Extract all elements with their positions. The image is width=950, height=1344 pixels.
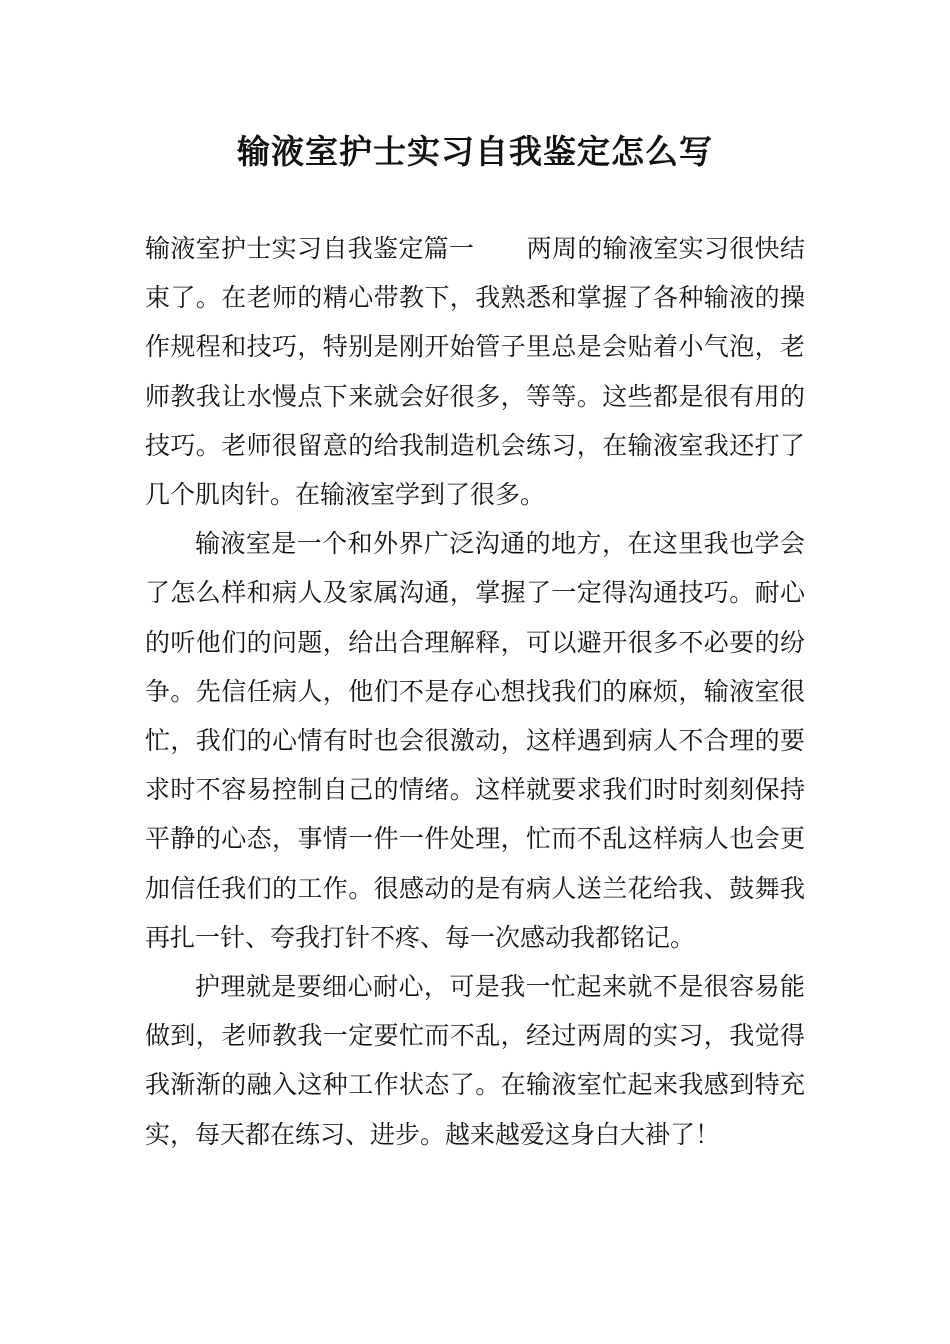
paragraph-1	[145, 224, 805, 519]
document-body	[145, 224, 805, 1159]
section-heading: 输液室护士实习自我鉴定篇一	[145, 234, 475, 263]
paragraph-3: 护理就是要细心耐心，可是我一忙起来就不是很容易能做到，老师教我一定要忙而不乱，经过两周的实习，我觉得我渐渐的融入这种工作状态了。在输液室忙起来我感到特充实，每天都在练习、进步。越来越爱这身白大褂了！	[145, 972, 805, 1149]
paragraph-2: 输液室是一个和外界广泛沟通的地方，在这里我也学会了怎么样和病人及家属沟通，掌握了一定得沟通技巧。耐心的听他们的问题，给出合理解释，可以避开很多不必要的纷争。先信任病人，他们不是存心想找我们的麻烦，输液室很忙，我们的心情有时也会很激动，这样遇到病人不合理的要求时不容易控制自己的情绪。这样就要求我们时时刻刻保持平静的心态，事情一件一件处理，忙而不乱这样病人也会更加信任我们的工作。很感动的是有病人送兰花给我、鼓舞我再扎一针、夸我打针不疼、每一次感动我都铭记。	[145, 529, 805, 952]
document-title: 输液室护士实习自我鉴定怎么写	[237, 132, 713, 171]
paragraph-1-text: 两周的输液室实习很快结束了。在老师的精心带教下，我熟悉和掌握了各种输液的操作规程和技巧，特别是刚开始管子里总是会贴着小气泡，老师教我让水慢点下来就会好很多，等等。这些都是很有用的技巧。老师很留意的给我制造机会练习，在输液室我还打了几个肌肉针。在输液室学到了很多。	[145, 234, 805, 510]
